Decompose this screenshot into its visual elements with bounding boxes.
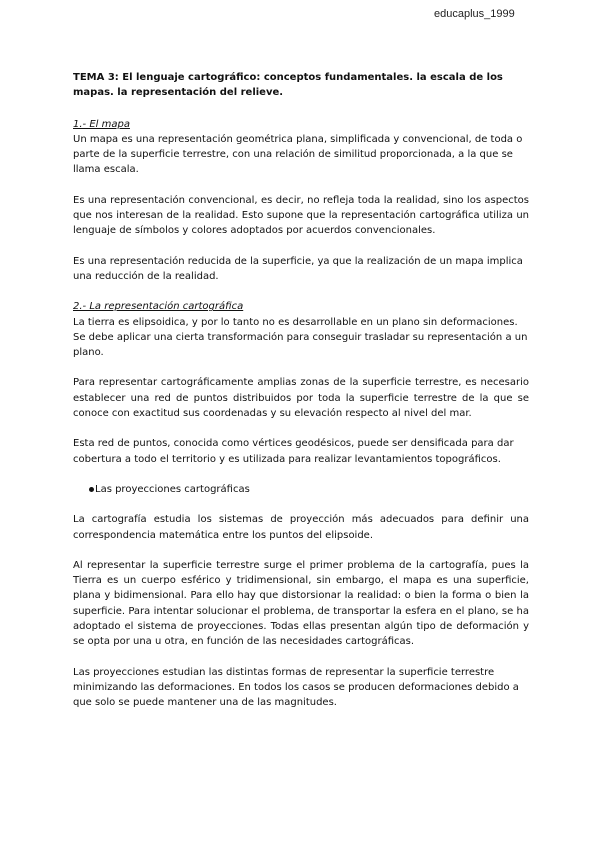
section-heading-representacion: 2.- La representación cartográfica — [73, 301, 244, 313]
paragraph: Esta red de puntos, conocida como vértices geodésicos, puede ser densificada para dar cobertura a todo el territorio y es utilizada para realizar levantamientos topográficos. — [73, 438, 514, 465]
bullet-icon — [89, 487, 94, 492]
document-title: TEMA 3: El lenguaje cartográfico: conceptos fundamentales. la escala de los mapas. la representación del relieve. — [73, 72, 503, 99]
paragraph: Es una representación reducida de la superficie, ya que la realización de un mapa implica una reducción de la realidad. — [73, 255, 523, 282]
paragraph: Para representar cartográficamente amplias zonas de la superficie terrestre, es necesario establecer una red de puntos distribuidos por toda la superficie terrestre de la que se conoce con exactitud sus coordenadas y su elevación respecto al nivel del mar. — [73, 377, 529, 420]
bullet-list — [73, 482, 529, 497]
paragraph: Un mapa es una representación geométrica plana, simplificada y convencional, de toda o parte de la superficie terrestre, con una relación de similitud proporcionada, a la que se llama escala. — [73, 133, 523, 176]
paragraph: La tierra es elipsoidica, y por lo tanto no es desarrollable en un plano sin deformaciones. Se debe aplicar una cierta transformación para conseguir trasladar su representación a un plano. — [73, 316, 528, 359]
paragraph: Al representar la superficie terrestre surge el primer problema de la cartografía, pues la Tierra es un cuerpo esférico y tridimensional, sin embargo, el mapa es una superficie, plana y bidimensional. Para ello hay que distorsionar la realidad: o bien la forma o bien la superficie. Para intentar solucionar el problema, de transportar la esfera en el plano, se ha adoptado el sistema de proyecciones. Todas ellas presentan algún tipo de deformación y se opta por una u otra, en función de las necesidades cartográficas. — [73, 559, 529, 648]
section-heading-el-mapa: 1.- El mapa — [73, 118, 130, 130]
paragraph: Es una representación convencional, es decir, no refleja toda la realidad, sino los aspectos que nos interesan de la realidad. Esto supone que la representación cartográfica utiliza un lenguaje de símbolos y colores adoptados por acuerdos convencionales. — [73, 194, 529, 237]
list-item-label: Las proyecciones cartográficas — [95, 483, 250, 495]
paragraph: La cartografía estudia los sistemas de proyección más adecuados para definir una correspondencia matemática entre los puntos del elipsoide. — [73, 514, 529, 541]
paragraph: Las proyecciones estudian las distintas formas de representar la superficie terrestre minimizando las deformaciones. En todos los casos se producen deformaciones debido a que solo se puede mantener una de las magnitudes. — [73, 666, 519, 709]
list-item — [73, 482, 529, 497]
document-body — [73, 70, 529, 726]
watermark: educaplus_1999 — [434, 8, 515, 20]
